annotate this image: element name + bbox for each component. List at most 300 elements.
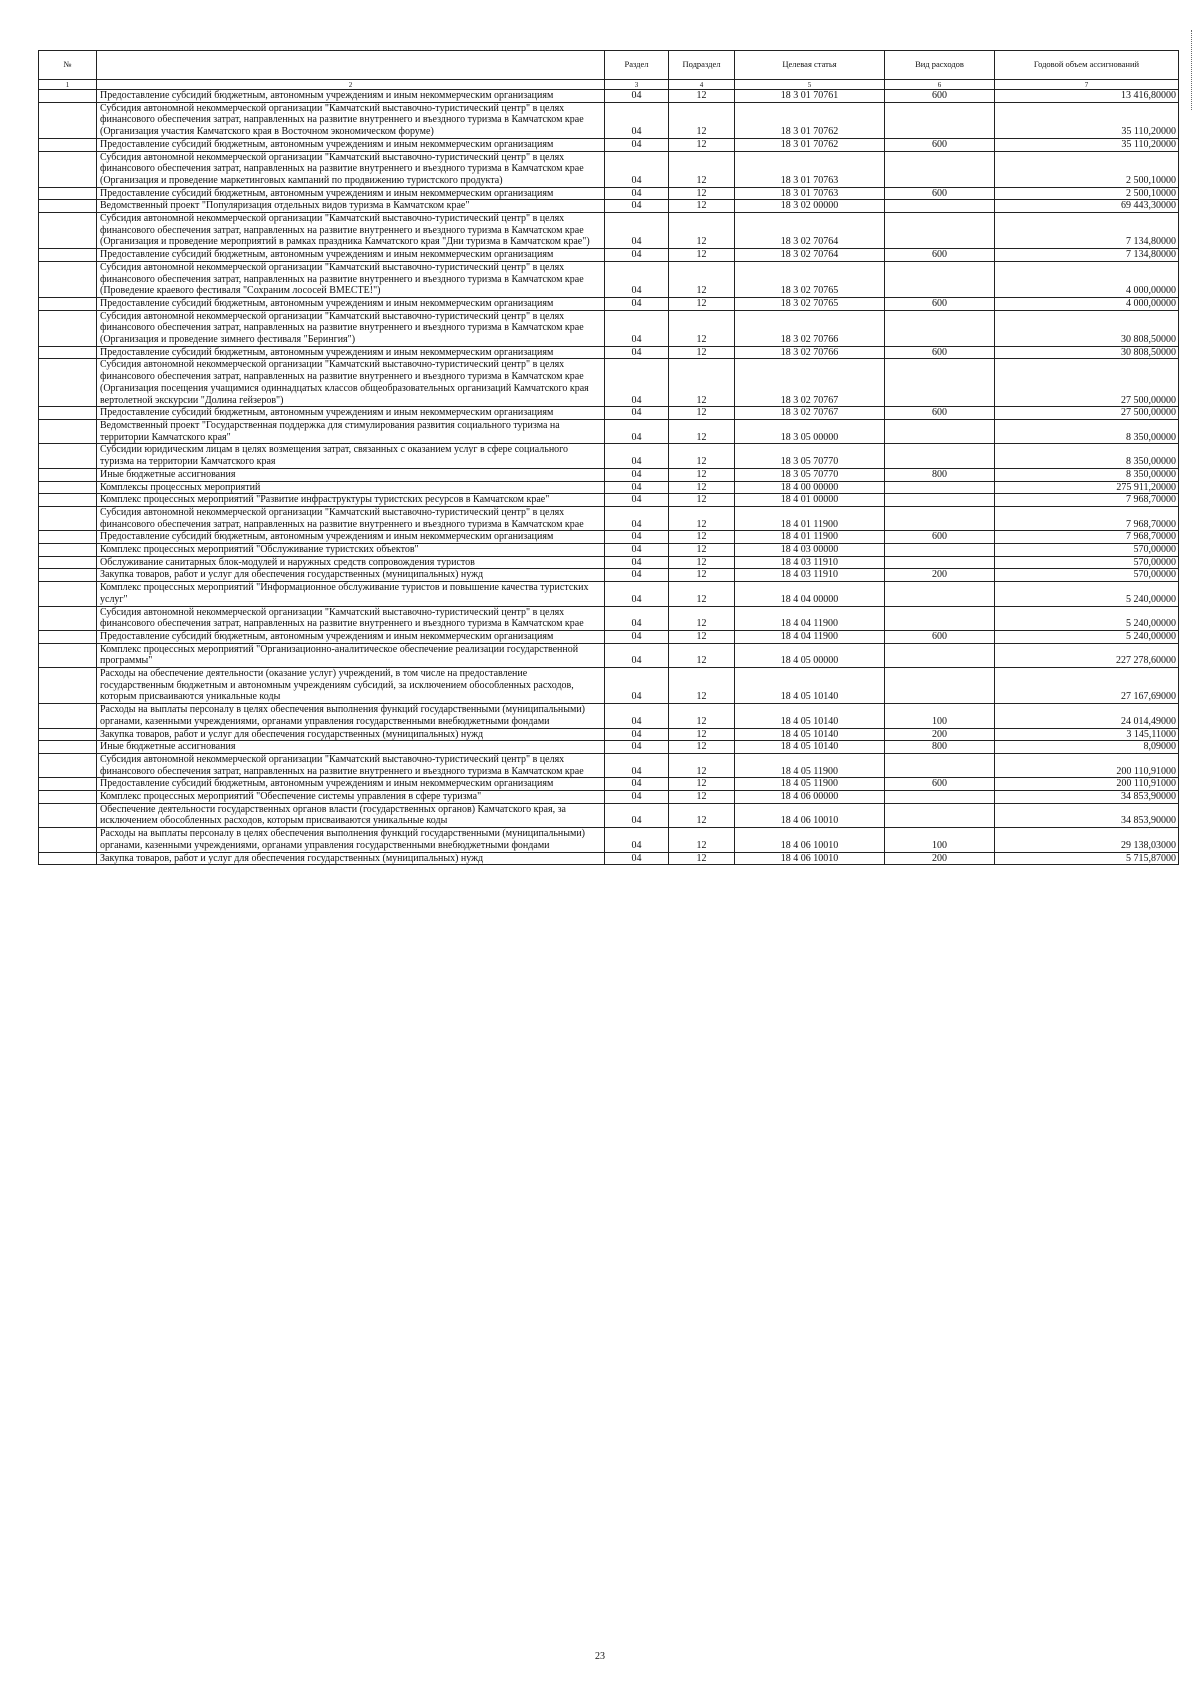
cell-podrazdel: 12 [669, 310, 735, 346]
cell-expense-type: 600 [885, 531, 995, 544]
cell-name: Расходы на выплаты персоналу в целях обеспечения выполнения функций государственными (муниципальными) органами, казенными учреждениями, органами управления государственными внебюджетными фондами [97, 704, 605, 728]
cell-target-article: 18 3 05 00000 [735, 419, 885, 443]
table-row [39, 310, 1179, 346]
cell-expense-type: 600 [885, 778, 995, 791]
cell-name: Предоставление субсидий бюджетным, автономным учреждениям и иным некоммерческим организациям [97, 778, 605, 791]
cell-amount: 13 416,80000 [995, 90, 1179, 103]
cell-name: Предоставление субсидий бюджетным, автономным учреждениям и иным некоммерческим организациям [97, 346, 605, 359]
cell-expense-type [885, 803, 995, 827]
cell-amount: 2 500,10000 [995, 187, 1179, 200]
cell-target-article: 18 4 03 11910 [735, 569, 885, 582]
cell-razdel: 04 [605, 187, 669, 200]
cell-name: Расходы на обеспечение деятельности (оказание услуг) учреждений, в том числе на предоставление государственным бюджетным и автономным учреждениям субсидий, за исключением обособленных расходов, которым присваиваются уникальные коды [97, 668, 605, 704]
cell-target-article: 18 3 02 70765 [735, 297, 885, 310]
column-numbers-row [39, 80, 1179, 90]
table-row [39, 90, 1179, 103]
cell-amount: 7 134,80000 [995, 213, 1179, 249]
table-row [39, 213, 1179, 249]
cell-number [39, 582, 97, 606]
cell-razdel: 04 [605, 791, 669, 804]
cell-razdel: 04 [605, 606, 669, 630]
column-number-6: 6 [885, 80, 995, 90]
cell-name: Комплекс процессных мероприятий "Обеспечение системы управления в сфере туризма" [97, 791, 605, 804]
cell-number [39, 90, 97, 103]
table-row [39, 852, 1179, 865]
cell-podrazdel: 12 [669, 828, 735, 852]
cell-number [39, 187, 97, 200]
cell-target-article: 18 3 01 70762 [735, 102, 885, 138]
cell-name: Закупка товаров, работ и услуг для обеспечения государственных (муниципальных) нужд [97, 852, 605, 865]
cell-podrazdel: 12 [669, 359, 735, 407]
cell-name: Закупка товаров, работ и услуг для обеспечения государственных (муниципальных) нужд [97, 728, 605, 741]
cell-expense-type [885, 261, 995, 297]
cell-name: Субсидия автономной некоммерческой организации "Камчатский выставочно-туристический центр" в целях финансового обеспечения затрат, направленных на развитие внутреннего и въездного туризма в Камчатском крае [97, 606, 605, 630]
cell-amount: 30 808,50000 [995, 310, 1179, 346]
table-row [39, 544, 1179, 557]
cell-target-article: 18 4 01 11900 [735, 531, 885, 544]
cell-razdel: 04 [605, 544, 669, 557]
cell-amount: 8 350,00000 [995, 468, 1179, 481]
cell-number [39, 297, 97, 310]
cell-razdel: 04 [605, 630, 669, 643]
cell-podrazdel: 12 [669, 200, 735, 213]
cell-razdel: 04 [605, 582, 669, 606]
cell-podrazdel: 12 [669, 630, 735, 643]
header-name [97, 51, 605, 80]
scan-edge-mark [1191, 30, 1194, 110]
table-row [39, 668, 1179, 704]
cell-expense-type [885, 494, 995, 507]
cell-target-article: 18 4 04 11900 [735, 606, 885, 630]
cell-target-article: 18 3 01 70761 [735, 90, 885, 103]
cell-target-article: 18 4 06 10010 [735, 828, 885, 852]
cell-target-article: 18 4 01 11900 [735, 506, 885, 530]
cell-razdel: 04 [605, 643, 669, 667]
cell-amount: 7 968,70000 [995, 494, 1179, 507]
cell-expense-type [885, 102, 995, 138]
cell-number [39, 630, 97, 643]
cell-target-article: 18 3 02 70766 [735, 346, 885, 359]
cell-amount: 227 278,60000 [995, 643, 1179, 667]
cell-razdel: 04 [605, 556, 669, 569]
cell-amount: 8 350,00000 [995, 419, 1179, 443]
cell-podrazdel: 12 [669, 506, 735, 530]
cell-razdel: 04 [605, 444, 669, 468]
cell-amount: 5 715,87000 [995, 852, 1179, 865]
cell-expense-type [885, 444, 995, 468]
cell-amount: 27 500,00000 [995, 407, 1179, 420]
cell-razdel: 04 [605, 200, 669, 213]
cell-name: Субсидия автономной некоммерческой организации "Камчатский выставочно-туристический центр" в целях финансового обеспечения затрат, направленных на развитие внутреннего и въездного туризма в Камчатском крае (Организация участия Камчатского края в Восточном экономическом форуме) [97, 102, 605, 138]
cell-amount: 30 808,50000 [995, 346, 1179, 359]
cell-amount: 570,00000 [995, 569, 1179, 582]
table-row [39, 531, 1179, 544]
cell-expense-type [885, 151, 995, 187]
table-row [39, 138, 1179, 151]
cell-number [39, 310, 97, 346]
header-row [39, 51, 1179, 80]
cell-target-article: 18 3 05 70770 [735, 468, 885, 481]
cell-number [39, 803, 97, 827]
table-row [39, 753, 1179, 777]
cell-podrazdel: 12 [669, 544, 735, 557]
cell-name: Субсидии юридическим лицам в целях возмещения затрат, связанных с оказанием услуг в сфере социального туризма на территории Камчатского края [97, 444, 605, 468]
header-number: № [39, 51, 97, 80]
table-row [39, 569, 1179, 582]
table-row [39, 791, 1179, 804]
cell-number [39, 249, 97, 262]
column-number-4: 4 [669, 80, 735, 90]
cell-razdel: 04 [605, 359, 669, 407]
cell-number [39, 531, 97, 544]
cell-podrazdel: 12 [669, 187, 735, 200]
cell-amount: 29 138,03000 [995, 828, 1179, 852]
cell-podrazdel: 12 [669, 741, 735, 754]
cell-target-article: 18 3 02 70766 [735, 310, 885, 346]
cell-podrazdel: 12 [669, 668, 735, 704]
cell-name: Закупка товаров, работ и услуг для обеспечения государственных (муниципальных) нужд [97, 569, 605, 582]
cell-expense-type: 600 [885, 249, 995, 262]
table-row [39, 630, 1179, 643]
cell-number [39, 506, 97, 530]
cell-number [39, 138, 97, 151]
column-number-7: 7 [995, 80, 1179, 90]
header-expense-type: Вид расходов [885, 51, 995, 80]
cell-target-article: 18 4 05 10140 [735, 741, 885, 754]
cell-number [39, 481, 97, 494]
cell-number [39, 494, 97, 507]
cell-number [39, 419, 97, 443]
cell-podrazdel: 12 [669, 704, 735, 728]
cell-number [39, 556, 97, 569]
cell-razdel: 04 [605, 803, 669, 827]
page-number: 23 [595, 1651, 605, 1662]
cell-target-article: 18 4 05 10140 [735, 728, 885, 741]
cell-expense-type: 600 [885, 297, 995, 310]
cell-target-article: 18 4 06 10010 [735, 852, 885, 865]
budget-table-wrapper [38, 50, 1178, 865]
cell-target-article: 18 4 06 10010 [735, 803, 885, 827]
cell-number [39, 468, 97, 481]
cell-target-article: 18 4 05 11900 [735, 753, 885, 777]
column-number-5: 5 [735, 80, 885, 90]
cell-amount: 24 014,49000 [995, 704, 1179, 728]
table-body [39, 90, 1179, 865]
table-row [39, 297, 1179, 310]
cell-target-article: 18 4 06 00000 [735, 791, 885, 804]
cell-number [39, 704, 97, 728]
cell-expense-type: 100 [885, 704, 995, 728]
cell-expense-type: 200 [885, 569, 995, 582]
table-row [39, 444, 1179, 468]
table-row [39, 468, 1179, 481]
table-row [39, 102, 1179, 138]
cell-name: Ведомственный проект "Государственная поддержка для стимулирования развития социального туризма на территории Камчатского края" [97, 419, 605, 443]
cell-amount: 570,00000 [995, 544, 1179, 557]
cell-amount: 8,09000 [995, 741, 1179, 754]
cell-expense-type [885, 582, 995, 606]
cell-target-article: 18 3 02 70764 [735, 249, 885, 262]
cell-amount: 27 500,00000 [995, 359, 1179, 407]
cell-razdel: 04 [605, 346, 669, 359]
cell-podrazdel: 12 [669, 753, 735, 777]
cell-amount: 200 110,91000 [995, 753, 1179, 777]
cell-expense-type [885, 556, 995, 569]
cell-number [39, 741, 97, 754]
cell-number [39, 753, 97, 777]
cell-target-article: 18 3 02 70767 [735, 407, 885, 420]
cell-podrazdel: 12 [669, 297, 735, 310]
cell-target-article: 18 4 05 10140 [735, 668, 885, 704]
cell-razdel: 04 [605, 494, 669, 507]
cell-target-article: 18 3 01 70763 [735, 151, 885, 187]
cell-name: Субсидия автономной некоммерческой организации "Камчатский выставочно-туристический центр" в целях финансового обеспечения затрат, направленных на развитие внутреннего и въездного туризма в Камчатском крае [97, 753, 605, 777]
cell-number [39, 569, 97, 582]
cell-name: Иные бюджетные ассигнования [97, 741, 605, 754]
cell-expense-type: 600 [885, 630, 995, 643]
cell-razdel: 04 [605, 249, 669, 262]
cell-razdel: 04 [605, 531, 669, 544]
cell-amount: 8 350,00000 [995, 444, 1179, 468]
cell-podrazdel: 12 [669, 261, 735, 297]
table-row [39, 151, 1179, 187]
cell-razdel: 04 [605, 481, 669, 494]
table-row [39, 803, 1179, 827]
cell-name: Комплекс процессных мероприятий "Обслуживание туристских объектов" [97, 544, 605, 557]
cell-podrazdel: 12 [669, 90, 735, 103]
cell-razdel: 04 [605, 704, 669, 728]
cell-amount: 7 968,70000 [995, 506, 1179, 530]
cell-name: Субсидия автономной некоммерческой организации "Камчатский выставочно-туристический центр" в целях финансового обеспечения затрат, направленных на развитие внутреннего и въездного туризма в Камчатском крае (Организация и проведение мероприятий в рамках праздника Камчатского края "Дни туризма в Камчатском крае") [97, 213, 605, 249]
cell-amount: 69 443,30000 [995, 200, 1179, 213]
cell-amount: 27 167,69000 [995, 668, 1179, 704]
cell-expense-type: 600 [885, 187, 995, 200]
cell-expense-type: 600 [885, 138, 995, 151]
cell-target-article: 18 3 02 00000 [735, 200, 885, 213]
cell-target-article: 18 3 01 70763 [735, 187, 885, 200]
cell-name: Расходы на выплаты персоналу в целях обеспечения выполнения функций государственными (муниципальными) органами, казенными учреждениями, органами управления государственными внебюджетными фондами [97, 828, 605, 852]
cell-name: Ведомственный проект "Популяризация отдельных видов туризма в Камчатском крае" [97, 200, 605, 213]
cell-podrazdel: 12 [669, 556, 735, 569]
cell-name: Субсидия автономной некоммерческой организации "Камчатский выставочно-туристический центр" в целях финансового обеспечения затрат, направленных на развитие внутреннего и въездного туризма в Камчатском крае (Организация и проведение маркетинговых кампаний по продвижению туристского продукта) [97, 151, 605, 187]
cell-expense-type [885, 506, 995, 530]
cell-expense-type [885, 544, 995, 557]
cell-podrazdel: 12 [669, 494, 735, 507]
cell-razdel: 04 [605, 569, 669, 582]
cell-podrazdel: 12 [669, 346, 735, 359]
cell-podrazdel: 12 [669, 407, 735, 420]
cell-razdel: 04 [605, 852, 669, 865]
cell-number [39, 852, 97, 865]
cell-amount: 4 000,00000 [995, 297, 1179, 310]
cell-expense-type: 200 [885, 728, 995, 741]
cell-podrazdel: 12 [669, 481, 735, 494]
cell-name: Предоставление субсидий бюджетным, автономным учреждениям и иным некоммерческим организациям [97, 187, 605, 200]
cell-number [39, 606, 97, 630]
column-number-1: 1 [39, 80, 97, 90]
cell-target-article: 18 3 05 70770 [735, 444, 885, 468]
cell-number [39, 102, 97, 138]
cell-number [39, 346, 97, 359]
cell-razdel: 04 [605, 407, 669, 420]
cell-amount: 34 853,90000 [995, 803, 1179, 827]
cell-razdel: 04 [605, 138, 669, 151]
cell-target-article: 18 3 02 70767 [735, 359, 885, 407]
table-row [39, 704, 1179, 728]
table-row [39, 582, 1179, 606]
cell-razdel: 04 [605, 419, 669, 443]
table-row [39, 778, 1179, 791]
cell-razdel: 04 [605, 728, 669, 741]
cell-target-article: 18 4 03 00000 [735, 544, 885, 557]
cell-number [39, 359, 97, 407]
cell-podrazdel: 12 [669, 852, 735, 865]
cell-razdel: 04 [605, 668, 669, 704]
cell-podrazdel: 12 [669, 582, 735, 606]
table-row [39, 187, 1179, 200]
cell-target-article: 18 3 02 70764 [735, 213, 885, 249]
cell-name: Предоставление субсидий бюджетным, автономным учреждениям и иным некоммерческим организациям [97, 630, 605, 643]
cell-razdel: 04 [605, 778, 669, 791]
cell-amount: 35 110,20000 [995, 138, 1179, 151]
cell-target-article: 18 4 03 11910 [735, 556, 885, 569]
cell-razdel: 04 [605, 297, 669, 310]
cell-name: Субсидия автономной некоммерческой организации "Камчатский выставочно-туристический центр" в целях финансового обеспечения затрат, направленных на развитие внутреннего и въездного туризма в Камчатском крае [97, 506, 605, 530]
cell-name: Субсидия автономной некоммерческой организации "Камчатский выставочно-туристический центр" в целях финансового обеспечения затрат, направленных на развитие внутреннего и въездного туризма в Камчатском крае (Организация и проведение зимнего фестиваля "Берингия") [97, 310, 605, 346]
table-row [39, 606, 1179, 630]
table-row [39, 728, 1179, 741]
cell-podrazdel: 12 [669, 606, 735, 630]
table-row [39, 419, 1179, 443]
cell-number [39, 444, 97, 468]
cell-podrazdel: 12 [669, 569, 735, 582]
cell-name: Комплекс процессных мероприятий "Организационно-аналитическое обеспечение реализации государственной программы" [97, 643, 605, 667]
table-row [39, 346, 1179, 359]
cell-amount: 4 000,00000 [995, 261, 1179, 297]
cell-razdel: 04 [605, 310, 669, 346]
cell-amount: 35 110,20000 [995, 102, 1179, 138]
cell-name: Предоставление субсидий бюджетным, автономным учреждениям и иным некоммерческим организациям [97, 297, 605, 310]
table-row [39, 494, 1179, 507]
cell-number [39, 668, 97, 704]
cell-expense-type [885, 643, 995, 667]
cell-name: Предоставление субсидий бюджетным, автономным учреждениям и иным некоммерческим организациям [97, 90, 605, 103]
table-row [39, 741, 1179, 754]
cell-target-article: 18 3 01 70762 [735, 138, 885, 151]
cell-podrazdel: 12 [669, 419, 735, 443]
cell-name: Комплекс процессных мероприятий "Развитие инфраструктуры туристских ресурсов в Камчатском крае" [97, 494, 605, 507]
cell-name: Обслуживание санитарных блок-модулей и наружных средств сопровождения туристов [97, 556, 605, 569]
cell-number [39, 151, 97, 187]
cell-podrazdel: 12 [669, 803, 735, 827]
cell-target-article: 18 4 00 00000 [735, 481, 885, 494]
cell-target-article: 18 4 01 00000 [735, 494, 885, 507]
cell-target-article: 18 4 04 11900 [735, 630, 885, 643]
cell-podrazdel: 12 [669, 778, 735, 791]
cell-number [39, 643, 97, 667]
cell-expense-type: 600 [885, 407, 995, 420]
cell-name: Предоставление субсидий бюджетным, автономным учреждениям и иным некоммерческим организациям [97, 531, 605, 544]
cell-podrazdel: 12 [669, 791, 735, 804]
cell-target-article: 18 4 04 00000 [735, 582, 885, 606]
cell-name: Комплекс процессных мероприятий "Информационное обслуживание туристов и повышение качества туристских услуг" [97, 582, 605, 606]
cell-expense-type [885, 200, 995, 213]
cell-expense-type [885, 791, 995, 804]
cell-number [39, 213, 97, 249]
header-razdel: Раздел [605, 51, 669, 80]
cell-razdel: 04 [605, 753, 669, 777]
cell-razdel: 04 [605, 506, 669, 530]
column-number-2: 2 [97, 80, 605, 90]
cell-amount: 570,00000 [995, 556, 1179, 569]
table-row [39, 643, 1179, 667]
cell-podrazdel: 12 [669, 151, 735, 187]
cell-expense-type: 600 [885, 346, 995, 359]
cell-razdel: 04 [605, 90, 669, 103]
table-row [39, 556, 1179, 569]
cell-podrazdel: 12 [669, 728, 735, 741]
cell-podrazdel: 12 [669, 444, 735, 468]
cell-amount: 5 240,00000 [995, 606, 1179, 630]
column-number-3: 3 [605, 80, 669, 90]
cell-expense-type [885, 481, 995, 494]
cell-podrazdel: 12 [669, 213, 735, 249]
cell-target-article: 18 4 05 11900 [735, 778, 885, 791]
cell-amount: 5 240,00000 [995, 630, 1179, 643]
cell-name: Комплексы процессных мероприятий [97, 481, 605, 494]
cell-expense-type: 800 [885, 741, 995, 754]
table-row [39, 200, 1179, 213]
cell-number [39, 778, 97, 791]
cell-expense-type: 600 [885, 90, 995, 103]
cell-amount: 7 134,80000 [995, 249, 1179, 262]
header-podrazdel: Подраздел [669, 51, 735, 80]
cell-number [39, 407, 97, 420]
cell-name: Предоставление субсидий бюджетным, автономным учреждениям и иным некоммерческим организациям [97, 407, 605, 420]
cell-expense-type [885, 359, 995, 407]
cell-expense-type: 100 [885, 828, 995, 852]
cell-razdel: 04 [605, 151, 669, 187]
cell-razdel: 04 [605, 741, 669, 754]
cell-name: Предоставление субсидий бюджетным, автономным учреждениям и иным некоммерческим организациям [97, 138, 605, 151]
cell-target-article: 18 3 02 70765 [735, 261, 885, 297]
table-row [39, 249, 1179, 262]
cell-expense-type: 800 [885, 468, 995, 481]
cell-name: Предоставление субсидий бюджетным, автономным учреждениям и иным некоммерческим организациям [97, 249, 605, 262]
cell-number [39, 728, 97, 741]
cell-name: Иные бюджетные ассигнования [97, 468, 605, 481]
cell-target-article: 18 4 05 00000 [735, 643, 885, 667]
header-target-article: Целевая статья [735, 51, 885, 80]
table-row [39, 481, 1179, 494]
cell-expense-type [885, 668, 995, 704]
header-annual-amount: Годовой объем ассигнований [995, 51, 1179, 80]
cell-razdel: 04 [605, 468, 669, 481]
cell-podrazdel: 12 [669, 468, 735, 481]
cell-razdel: 04 [605, 828, 669, 852]
cell-expense-type: 200 [885, 852, 995, 865]
cell-expense-type [885, 310, 995, 346]
cell-amount: 200 110,91000 [995, 778, 1179, 791]
cell-amount: 3 145,11000 [995, 728, 1179, 741]
cell-amount: 275 911,20000 [995, 481, 1179, 494]
table-row [39, 359, 1179, 407]
cell-amount: 7 968,70000 [995, 531, 1179, 544]
table-row [39, 261, 1179, 297]
cell-razdel: 04 [605, 102, 669, 138]
cell-expense-type [885, 419, 995, 443]
cell-name: Субсидия автономной некоммерческой организации "Камчатский выставочно-туристический центр" в целях финансового обеспечения затрат, направленных на развитие внутреннего и въездного туризма в Камчатском крае (Проведение краевого фестиваля "Сохраним лососей ВМЕСТЕ!") [97, 261, 605, 297]
